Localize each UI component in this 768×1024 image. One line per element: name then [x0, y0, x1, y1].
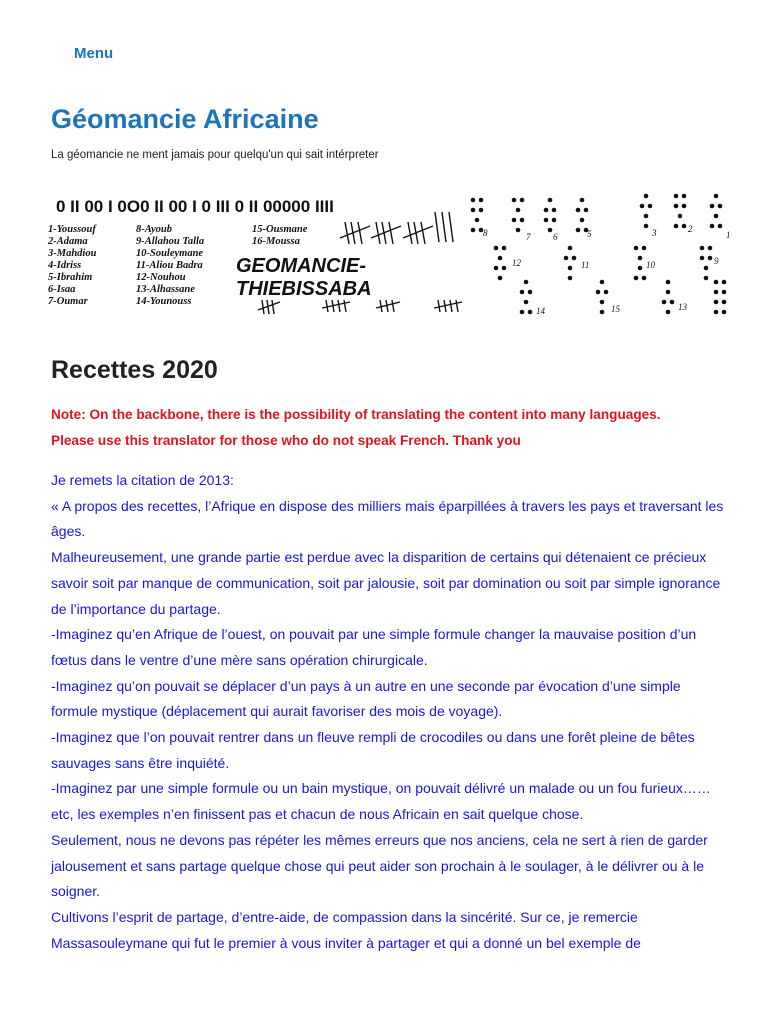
- banner-name: 16-Moussa: [252, 236, 300, 247]
- site-tagline: La géomancie ne ment jamais pour quelqu'un qui sait intérpreter: [51, 149, 379, 161]
- article-paragraph: -Imaginez qu’on pouvait se déplacer d’un pays à un autre en une seconde par évocation d’une simple formule mystique (déplacement qui aurait favoriser des mois de voyage).: [51, 677, 681, 720]
- header-banner-image: [40, 182, 737, 327]
- figure-number: 3: [652, 228, 657, 238]
- page-title: Recettes 2020: [51, 356, 218, 384]
- banner-name: 7-Oumar: [48, 296, 88, 307]
- figure-number: 2: [688, 224, 693, 234]
- banner-name: 2-Adama: [48, 236, 88, 247]
- banner-name: 12-Nouhou: [136, 272, 186, 283]
- geomancy-figures-icon: [471, 194, 727, 315]
- site-title[interactable]: Géomancie Africaine: [51, 104, 319, 134]
- figure-number: 9: [714, 256, 719, 266]
- banner-name: 14-Younouss: [136, 296, 192, 307]
- banner-name: 4-Idriss: [48, 260, 82, 271]
- translation-note-line2: Please use this translator for those who do not speak French. Thank you: [51, 433, 521, 448]
- banner-brand-line2: THIEBISSABA: [236, 278, 372, 300]
- banner-name: 1-Youssouf: [48, 224, 96, 235]
- figure-number: 5: [587, 229, 592, 239]
- figure-number: 12: [512, 258, 521, 268]
- banner-name: 15-Ousmane: [252, 224, 308, 235]
- banner-binary-row: 0 II 00 I 0O0 II 00 I 0 III 0 II 00000 IIII: [56, 197, 334, 216]
- banner-brand-line1: GEOMANCIE-: [236, 255, 366, 277]
- banner-name: 3-Mahdiou: [48, 248, 97, 259]
- figure-number: 11: [581, 260, 590, 270]
- banner-name: 6-Isaa: [48, 284, 76, 295]
- translation-note: [51, 402, 731, 454]
- figure-number: 13: [678, 302, 687, 312]
- figure-number: 7: [526, 232, 531, 242]
- banner-name: 11-Aliou Badra: [136, 260, 203, 271]
- article-paragraph: Cultivons l’esprit de partage, d’entre-aide, de compassion dans la sincérité. Sur ce, je remercie Massasouleymane qui fut le premier à vous inviter à partager et qui a donné un bel exemple de: [51, 908, 641, 951]
- banner-name: 8-Ayoub: [136, 224, 172, 235]
- article-paragraph: -Imaginez par une simple formule ou un bain mystique, on pouvait délivré un malade ou un fou furieux……etc, les exemples n’en finissent pas et chacun de nous Africain en sait quelque chose.: [51, 780, 711, 823]
- banner-name: 13-Alhassane: [136, 284, 195, 295]
- banner-name: 5-Ibrahim: [48, 272, 93, 283]
- figure-number: 14: [536, 306, 545, 316]
- article-content: [51, 468, 731, 956]
- banner-name: 9-Allahou Talla: [136, 236, 205, 247]
- figure-number: 15: [611, 304, 620, 314]
- article-paragraph: -Imaginez qu’en Afrique de l’ouest, on pouvait par une simple formule changer la mauvaise position d’un fœtus dans le ventre d’une mère sans opération chirurgicale.: [51, 626, 697, 668]
- figure-number: 8: [483, 228, 488, 238]
- figure-number: 6: [553, 232, 558, 242]
- article-paragraph: « A propos des recettes, l’Afrique en dispose des milliers mais éparpillées à travers les pays et traversant les âges.: [51, 497, 724, 540]
- article-paragraph: Seulement, nous ne devons pas répéter les mêmes erreurs que nos anciens, cela ne sert à rien de garder jalousement et sans partage quelque chose qui peut aider son prochain à le soulager, à le délivrer ou à le soigner.: [51, 831, 708, 900]
- article-paragraph: -Imaginez que l’on pouvait rentrer dans un fleuve rempli de crocodiles ou dans une forêt pleine de bêtes sauvages sans être inquiété.: [51, 729, 695, 771]
- banner-name: 10-Souleymane: [136, 248, 204, 259]
- figure-number: 1: [726, 230, 731, 240]
- article-paragraph: Je remets la citation de 2013:: [51, 472, 234, 488]
- menu-link[interactable]: Menu: [74, 45, 114, 62]
- figure-number: 10: [646, 260, 655, 270]
- translation-note-line1: Note: On the backbone, there is the possibility of translating the content into many languages.: [51, 407, 661, 422]
- article-paragraph: Malheureusement, une grande partie est perdue avec la disparition de certains qui détenaient ce précieux savoir soit par manque de communication, soit par jalousie, soit par domination ou soit par simple ignorance de l’importance du partage.: [51, 549, 721, 617]
